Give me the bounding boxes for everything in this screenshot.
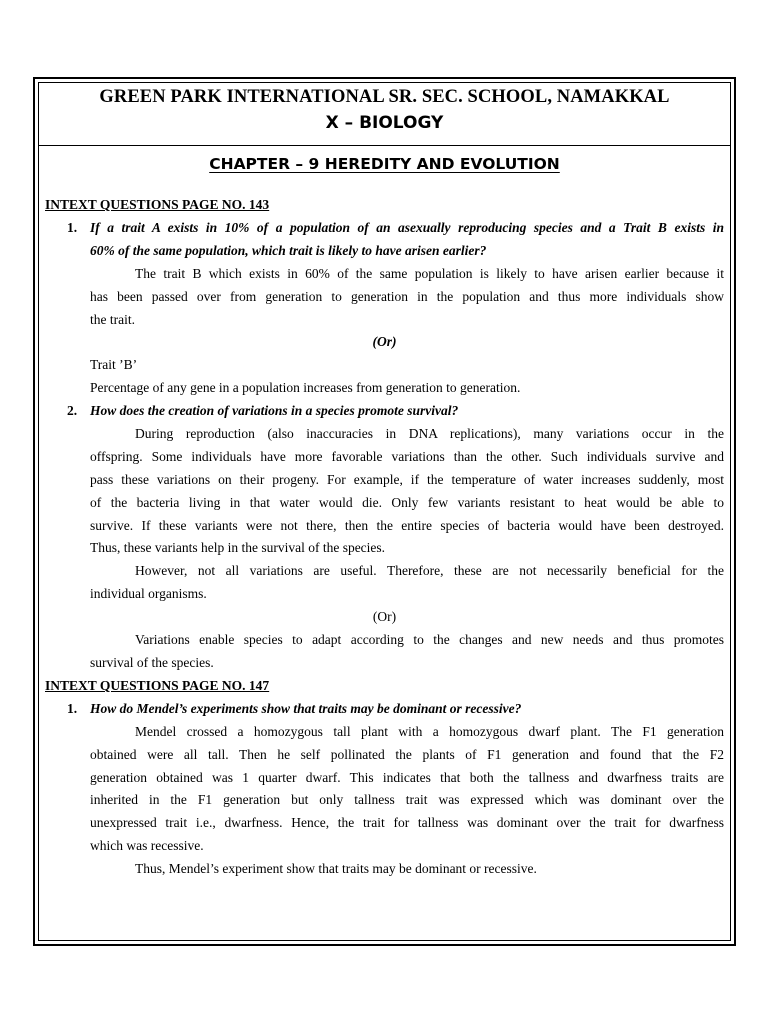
answer-line: Variations enable species to adapt according to the changes and new needs and thus promotes	[135, 632, 724, 647]
answer-line: inherited in the F1 generation but only tallness trait was expressed which was dominant over the	[90, 792, 724, 807]
document-header	[38, 82, 731, 146]
answer-line: of the bacteria living in that water would die. Only few variants resistant to heat would be able to	[90, 495, 724, 510]
answer-line: generation obtained was 1 quarter dwarf. This indicates that both the tallness and dwarfness traits are	[90, 770, 724, 785]
answer-line: The trait B which exists in 60% of the same population is likely to have arisen earlier because it	[135, 266, 724, 281]
answer-line: survive. If these variants were not there, then the entire species of bacteria would have been destroyed.	[90, 518, 724, 533]
answer-line: Percentage of any gene in a population increases from generation to generation.	[90, 380, 521, 395]
answer-line: has been passed over from generation to generation in the population and thus more individuals show	[90, 289, 724, 304]
answer-line: Thus, these variants help in the survival of the species.	[90, 540, 386, 555]
answer-line: the trait.	[90, 312, 135, 327]
question-text: How does the creation of variations in a species promote survival?	[90, 403, 459, 418]
question-number: 1.	[67, 220, 78, 235]
or-separator: (Or)	[372, 609, 397, 624]
school-name: GREEN PARK INTERNATIONAL SR. SEC. SCHOOL, NAMAKKAL	[99, 87, 670, 107]
question-text: 60% of the same population, which trait is likely to have arisen earlier?	[90, 243, 487, 258]
answer-line: which was recessive.	[90, 838, 204, 853]
subject-title: X – BIOLOGY	[325, 113, 444, 133]
section-heading: INTEXT QUESTIONS PAGE NO. 147	[45, 678, 270, 693]
answer-line: survival of the species.	[90, 655, 214, 670]
question-number: 2.	[67, 403, 78, 418]
answer-line: individual organisms.	[90, 586, 207, 601]
question-text: If a trait A exists in 10% of a population of an asexually reproducing species and a Trait B exists in	[90, 220, 724, 235]
answer-line: During reproduction (also inaccuracies in DNA replications), many variations occur in the	[135, 426, 724, 441]
chapter-title	[38, 155, 731, 173]
answer-line: Thus, Mendel’s experiment show that traits may be dominant or recessive.	[135, 861, 537, 876]
answer-line: offspring. Some individuals have more favorable variations than the other. Such individuals survive and	[90, 449, 724, 464]
chapter-title-text: CHAPTER – 9 HEREDITY AND EVOLUTION	[209, 155, 560, 173]
answer-line: unexpressed trait i.e., dwarfness. Hence, the trait for tallness was dominant over the trait for dwarfness	[90, 815, 724, 830]
answer-line: obtained were all tall. Then he self pollinated the plants of F1 generation and found that the F2	[90, 747, 724, 762]
section-heading: INTEXT QUESTIONS PAGE NO. 143	[45, 197, 270, 212]
answer-line: Mendel crossed a homozygous tall plant with a homozygous dwarf plant. The F1 generation	[135, 724, 724, 739]
or-separator: (Or)	[372, 334, 397, 349]
answer-line: Trait ’B’	[90, 357, 138, 372]
answer-line: However, not all variations are useful. Therefore, these are not necessarily beneficial for the	[135, 563, 724, 578]
question-text: How do Mendel’s experiments show that traits may be dominant or recessive?	[90, 701, 522, 716]
answer-line: pass these variations on their progeny. For example, if the temperature of water increases suddenly, most	[90, 472, 724, 487]
question-number: 1.	[67, 701, 78, 716]
